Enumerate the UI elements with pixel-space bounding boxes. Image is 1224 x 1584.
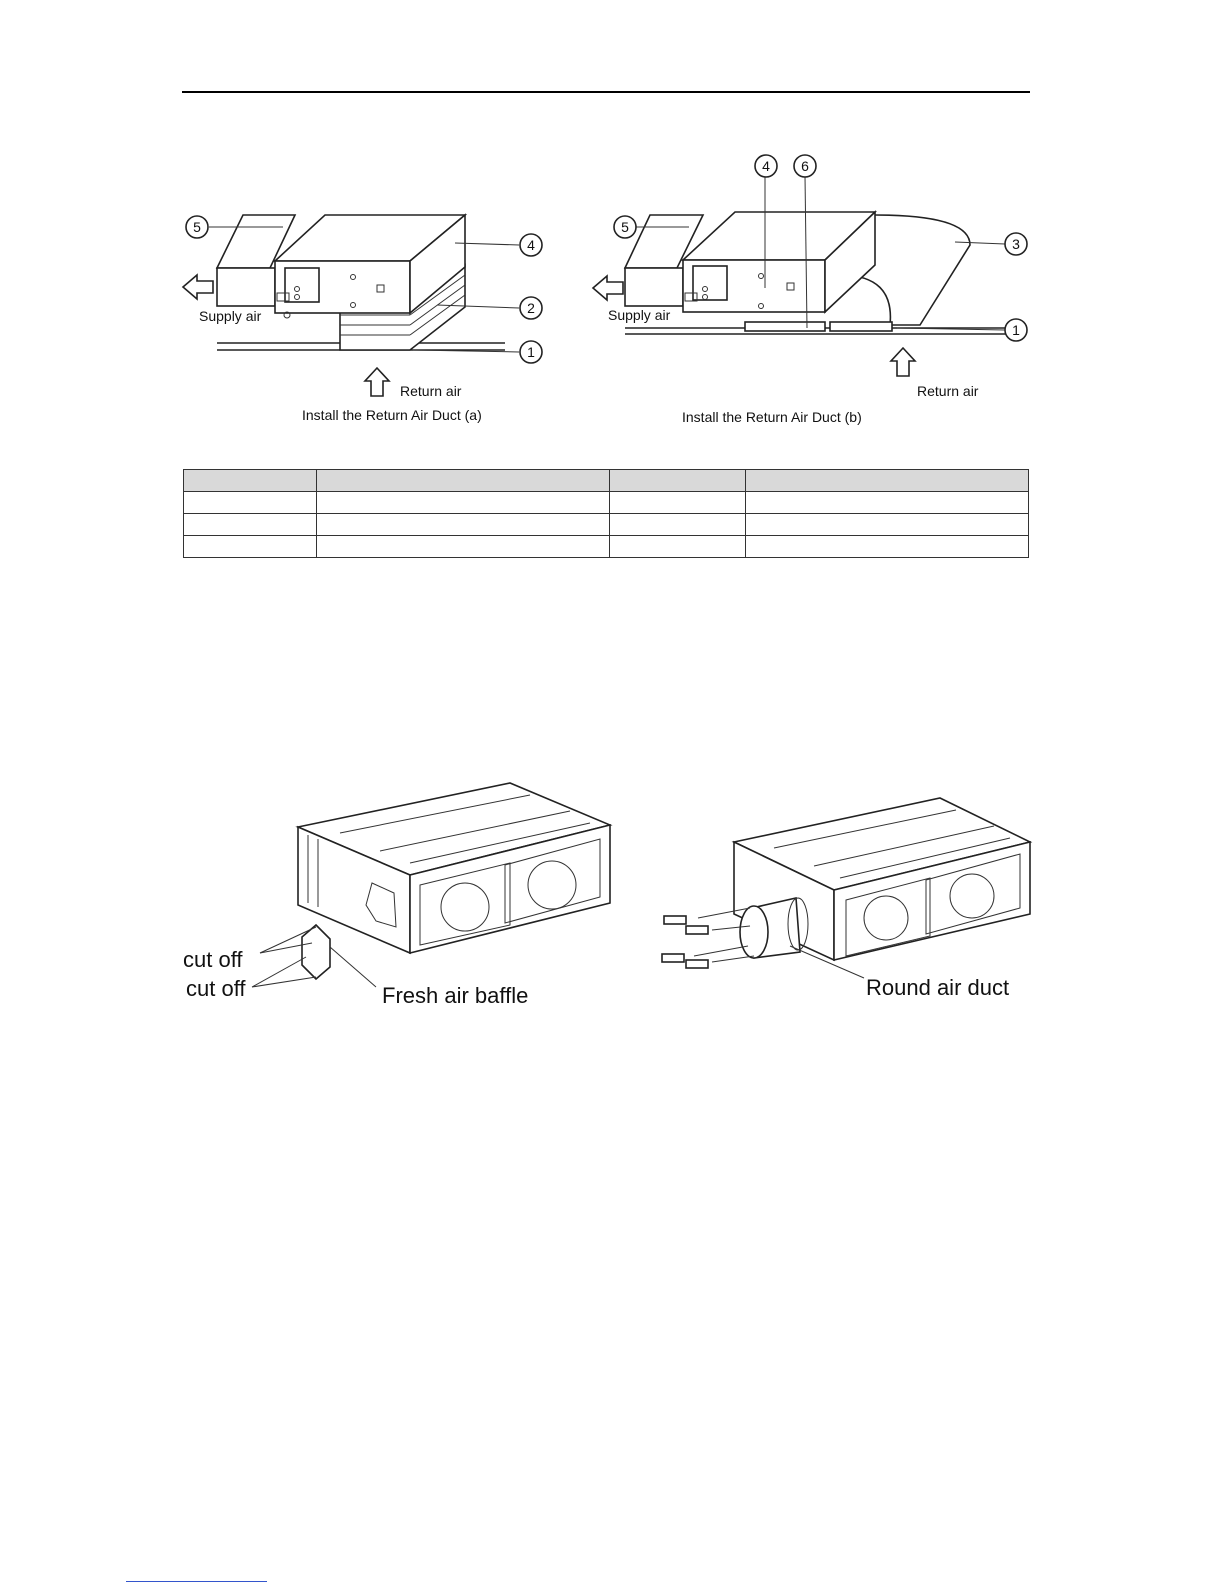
table-cell: [184, 536, 317, 558]
table-cell: [316, 536, 610, 558]
return-air-duct-diagram-a: [175, 195, 555, 435]
callout-5: [614, 216, 636, 238]
svg-text:4: 4: [762, 158, 770, 174]
svg-text:2: 2: [527, 300, 535, 316]
return-air-label: Return air: [400, 383, 462, 399]
callout-6: [794, 155, 816, 177]
indoor-unit-drawing: [298, 783, 610, 953]
supply-air-label: Supply air: [608, 307, 671, 323]
table-row: [184, 536, 1029, 558]
cut-off-label: cut off: [183, 947, 243, 972]
table-row: [184, 492, 1029, 514]
table-cell: [316, 470, 610, 492]
callout-1: [1005, 319, 1027, 341]
table-cell: [610, 536, 746, 558]
footer-link-underline[interactable]: [126, 1581, 267, 1582]
supply-air-label: Supply air: [199, 308, 262, 324]
table-row: [184, 514, 1029, 536]
fresh-air-baffle-illustration: [180, 775, 620, 1015]
screws: [662, 916, 708, 968]
callout-5: [186, 216, 208, 238]
table-cell: [610, 514, 746, 536]
svg-text:6: 6: [801, 158, 809, 174]
fresh-air-baffle: [302, 925, 330, 979]
svg-text:4: 4: [527, 237, 535, 253]
table-cell: [184, 470, 317, 492]
svg-text:1: 1: [1012, 322, 1020, 338]
table-cell: [746, 536, 1029, 558]
table-cell: [316, 514, 610, 536]
header-rule: [182, 91, 1030, 93]
table-cell: [610, 492, 746, 514]
return-air-duct-diagram-b: [585, 150, 1045, 435]
round-air-duct-label: Round air duct: [866, 975, 1010, 1000]
round-air-duct-illustration: [650, 790, 1040, 1015]
supply-air-arrow: [183, 275, 213, 299]
figure-a-caption: Install the Return Air Duct (a): [302, 407, 482, 423]
fresh-air-baffle-label: Fresh air baffle: [382, 983, 529, 1008]
table-cell: [746, 514, 1029, 536]
return-air-label: Return air: [917, 383, 979, 399]
table-cell: [610, 470, 746, 492]
svg-text:3: 3: [1012, 236, 1020, 252]
return-air-arrow: [365, 368, 389, 396]
callout-4: [755, 155, 777, 177]
table-header-row: [184, 470, 1029, 492]
svg-text:1: 1: [527, 344, 535, 360]
callout-4: [520, 234, 542, 256]
table-cell: [746, 470, 1029, 492]
cut-off-label: cut off: [186, 976, 246, 1001]
table-cell: [184, 514, 317, 536]
callout-1: [520, 341, 542, 363]
figure-b-caption: Install the Return Air Duct (b): [682, 409, 862, 425]
svg-text:5: 5: [193, 219, 201, 235]
table-cell: [184, 492, 317, 514]
table-cell: [316, 492, 610, 514]
parts-table: [183, 469, 1029, 558]
table-cell: [746, 492, 1029, 514]
callout-2: [520, 297, 542, 319]
callout-3: [1005, 233, 1027, 255]
svg-text:5: 5: [621, 219, 629, 235]
